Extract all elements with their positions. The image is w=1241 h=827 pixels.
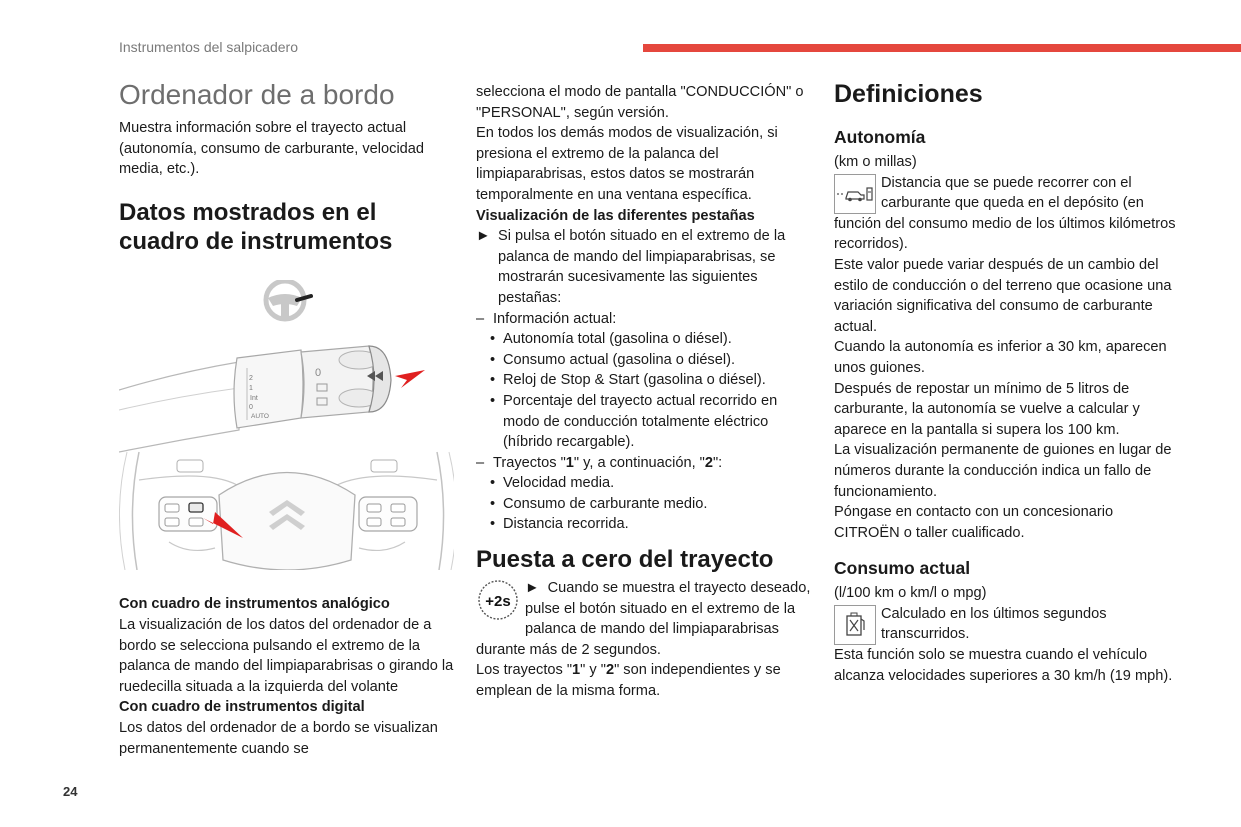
section-heading-data-shown [119, 198, 454, 256]
page-number: 24 [63, 784, 78, 799]
other-modes-text: En todos los demás modos de visualización, si presiona el extremo de la palanca del limpiaparabrisas, estos datos se mostrarán temporalmente en una ventana específica. [476, 125, 778, 203]
column-right [834, 78, 1179, 686]
stalk-label-2: 2 [249, 374, 253, 382]
indep-one: 1 [572, 662, 581, 679]
dash-mark: – [476, 310, 485, 327]
list-item [476, 494, 811, 515]
consumption-text: Calculado en los últimos segundos transcurridos. [881, 605, 1107, 643]
list-item [476, 514, 811, 535]
autonomy-paragraph: Este valor puede variar después de un cambio del estilo de conducción o del terreno que ocasione una variación significativa del consumo de carburante actual. [834, 256, 1172, 335]
consumption-paragraph: Esta función solo se muestra cuando el vehículo alcanza velocidades superiores a 30 km/h (19 mph). [834, 647, 1173, 684]
trip-item: Velocidad media. [503, 475, 615, 492]
current-info-label: Información actual: [493, 310, 617, 327]
dot-mark: • [490, 372, 496, 389]
page-title: Ordenador de a bordo [119, 79, 395, 110]
autonomy-definition [834, 173, 1179, 255]
trip-one: 1 [565, 454, 574, 471]
reset-text: Cuando se muestra el trayecto deseado, pulse el botón situado en el extremo de la palanca de mando del limpiaparabrisas durante más de 2 segundos. [476, 580, 811, 658]
steering-wheel-closeup [119, 452, 454, 570]
indep-two: 2 [605, 662, 615, 679]
autonomy-paragraph: Después de repostar un mínimo de 5 litros de carburante, la autonomía se vuelve a calcular y aparece en la pantalla si supera los 100 km. [834, 380, 1140, 438]
plus-2s-icon [476, 579, 520, 621]
header-accent-bar [643, 44, 1241, 52]
running-head: Instrumentos del salpicadero [119, 39, 298, 55]
dot-mark: • [490, 495, 496, 512]
stalk-label-0: 0 [249, 403, 253, 411]
independent-trips-text [476, 660, 811, 701]
stalk-label-int: Int [250, 394, 258, 402]
indep-post: " son independientes y se emplean de la misma forma. [476, 662, 781, 700]
list-item [476, 350, 811, 371]
arrow-bullet-icon: ► [476, 228, 491, 245]
wiper-stalk-illustration [119, 280, 454, 570]
dot-mark: • [490, 516, 496, 533]
list-item [476, 309, 811, 330]
continued-text: selecciona el modo de pantalla "CONDUCCIÓN" o "PERSONAL", según versión. [476, 84, 804, 121]
current-item: Porcentaje del trayecto actual recorrido en modo de conducción totalmente eléctrico (híbrido recargable). [503, 392, 778, 451]
autonomy-paragraph: Póngase en contacto con un concesionario CITROËN o taller cualificado. [834, 504, 1114, 541]
consumption-definition [834, 604, 1179, 645]
wiper-stalk [119, 346, 425, 452]
definitions-heading: Definiciones [834, 80, 983, 108]
stalk-label-auto: AUTO [251, 412, 269, 420]
dot-mark: • [490, 351, 496, 368]
reset-instruction [476, 578, 811, 660]
fuel-pump-icon [834, 605, 876, 645]
trip-item: Consumo de carburante medio. [503, 495, 708, 512]
trips-label [493, 453, 722, 474]
list-item [476, 453, 811, 474]
steering-wheel-icon [266, 281, 311, 319]
intro-text: Muestra información sobre el trayecto actual (autonomía, consumo de carburante, velocidad media, etc.). [119, 120, 425, 178]
heading-line-1: Datos mostrados en el [119, 198, 377, 226]
current-consumption-heading: Consumo actual [834, 558, 971, 579]
autonomy-paragraph: La visualización permanente de guiones en lugar de números durante la conducción indica un fallo de funcionamiento. [834, 442, 1172, 500]
tabs-instruction-text: Si pulsa el botón situado en el extremo de la palanca de mando del limpiaparabrisas, se mostrarán sucesivamente las siguientes pestañas: [498, 228, 786, 306]
column-left [119, 78, 454, 759]
indep-mid: " y " [580, 662, 606, 679]
list-item [476, 391, 811, 453]
dot-mark: • [490, 392, 496, 409]
plus-2s-label: +2s [485, 593, 511, 611]
autonomy-text: Distancia que se puede recorrer con el carburante que queda en el depósito (en función del consumo medio de los últimos kilómetros recorridos). [834, 174, 1176, 253]
current-item: Autonomía total (gasolina o diésel). [503, 331, 732, 348]
analog-cluster-title: Con cuadro de instrumentos analógico [119, 596, 390, 613]
column-middle [476, 82, 811, 702]
reset-trip-heading: Puesta a cero del trayecto [476, 546, 774, 574]
tabs-instruction [476, 226, 811, 308]
red-arrow-stalk [395, 370, 425, 388]
autonomy-paragraph: Cuando la autonomía es inferior a 30 km, aparecen unos guiones. [834, 339, 1167, 376]
stalk-label-1: 1 [249, 384, 253, 392]
current-item: Consumo actual (gasolina o diésel). [503, 351, 736, 368]
indep-pre: Los trayectos " [476, 662, 573, 679]
list-item [476, 473, 811, 494]
trips-post: ": [712, 454, 723, 471]
dot-mark: • [490, 475, 496, 492]
ring-label-0: 0 [315, 366, 322, 379]
consumption-units: (l/100 km o km/l o mpg) [834, 585, 987, 602]
digital-cluster-text: Los datos del ordenador de a bordo se visualizan permanentemente cuando se [119, 719, 438, 757]
tabs-title: Visualización de las diferentes pestañas [476, 207, 755, 224]
trip-two: 2 [704, 454, 713, 471]
analog-cluster-text: La visualización de los datos del ordenador de a bordo se selecciona pulsando el extremo de la palanca de mando del limpiaparabrisas o girando la ruedecilla situada a la izquierda del volante [119, 616, 454, 695]
autonomy-units: (km o millas) [834, 154, 917, 170]
list-item [476, 370, 811, 391]
trip-item: Distancia recorrida. [503, 516, 629, 533]
current-item: Reloj de Stop & Start (gasolina o diésel). [503, 372, 766, 389]
heading-line-2: cuadro de instrumentos [119, 227, 393, 255]
list-item [476, 329, 811, 350]
trips-pre: Trayectos " [493, 454, 566, 471]
autonomy-heading: Autonomía [834, 127, 926, 147]
arrow-bullet-icon: ► [525, 580, 540, 597]
dash-mark: – [476, 454, 485, 471]
fuel-range-icon [834, 174, 876, 214]
dot-mark: • [490, 331, 496, 348]
trips-mid: " y, a continuación, " [573, 454, 705, 471]
digital-cluster-title: Con cuadro de instrumentos digital [119, 699, 365, 716]
